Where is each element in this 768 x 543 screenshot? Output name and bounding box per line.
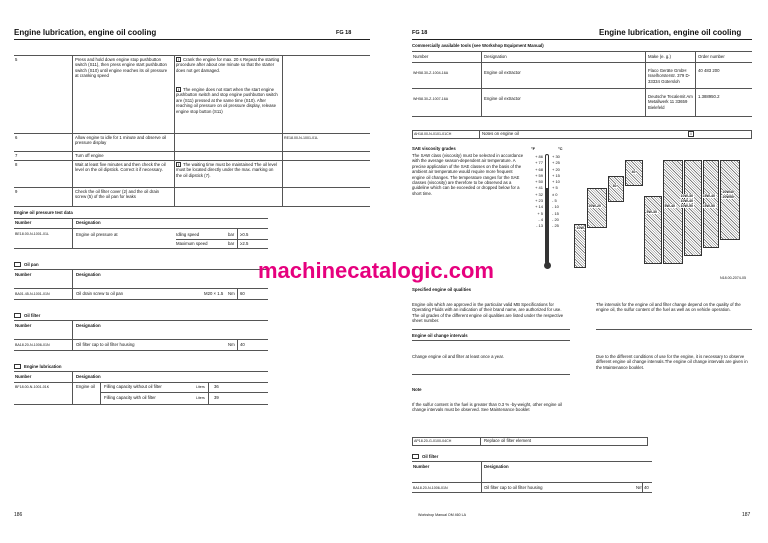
spec-value: ≥0.5 xyxy=(240,232,249,237)
spec-label: Filling capacity with oil filter xyxy=(104,395,156,400)
grade-label: 30 xyxy=(612,184,617,188)
interval-text: Change engine oil and filter at least once a year. xyxy=(412,354,504,359)
grade-label: 40 xyxy=(631,170,636,174)
tool-number: WH58.30-Z-1007-16A xyxy=(413,97,449,101)
page-title: Engine lubrication, engine oil cooling xyxy=(14,28,157,37)
step-note: Crank the engine for max. 20 s Repeat the starting procedure after about one minute so that the starter does not get damaged. xyxy=(176,57,280,73)
spec-number: BA18.20-N-1006-01N xyxy=(413,486,448,490)
tool-number: WH58.30-Z-1004-16A xyxy=(413,71,449,75)
header-rule xyxy=(14,39,370,40)
spec-number: BF18.00-N-1001-01K xyxy=(15,385,50,389)
fahrenheit-tick: + 68 xyxy=(535,166,543,172)
grade-label: 5W-40 xyxy=(664,204,676,208)
fahrenheit-tick: + 59 xyxy=(535,172,543,178)
tool-make: Flaco Geräte GmbH Isselhorsterstr. 379 D-33334 Gütersloh xyxy=(648,68,691,84)
grade-label: 10W-30 xyxy=(680,194,694,198)
grade-bar-20w20 xyxy=(587,188,607,228)
celsius-tick: + 10 xyxy=(552,179,560,185)
column-header: Designation xyxy=(484,54,507,59)
tool-designation: Engine oil extractor xyxy=(484,96,521,101)
fahrenheit-tick: - 4 xyxy=(538,216,543,222)
fahrenheit-tick: - 13 xyxy=(536,223,543,229)
viscosity-text: The SAW class (viscosity) must be selected in accordance with the average season-dependent air temperature. A precise application of the SAE classes on the basis of the ambient air temperature would require more frequent engine oil changes. The temperature ranges for the SAE classes (viscosity) are therefore to be observed as a guideline which can be exceeded or dropped below for a short time. xyxy=(412,153,524,196)
step-text: Press and hold down engine stop pushbutton switch (S11), then press engine start pushbutton switch (S10) until engine reaches its oil pressure at cranking speed xyxy=(75,57,168,79)
spec-value: 60 xyxy=(240,291,245,296)
step-number: 9 xyxy=(15,189,18,194)
reference-code: AH18.00-N-0101-01CH xyxy=(414,132,452,136)
footer-text: Workshop Manual OM 460 LA xyxy=(418,513,467,517)
column-header: Designation xyxy=(484,464,509,469)
info-icon: i xyxy=(178,88,179,92)
celsius-tick: + 15 xyxy=(552,172,560,178)
step-text: Allow engine to idle for 1 minute and observe oil pressure display xyxy=(75,135,167,146)
column-header: Number xyxy=(15,272,32,277)
spec-unit: Nm xyxy=(228,342,235,347)
spec-unit: Liters xyxy=(196,385,205,389)
grade-bar-5w40 xyxy=(663,160,683,264)
grade-label: 15W-50 xyxy=(702,204,716,208)
grade-label: 5W-30 xyxy=(646,210,658,214)
note-text: If the sulfur content in the fuel is greater than 0.3 % -by-weight, other engine oil change intervals must be observed. See Maintenance booklet xyxy=(412,402,563,413)
column-header: Number xyxy=(15,323,32,328)
grade-bar-5w30 xyxy=(644,196,662,264)
qualities-text: Engine oils which are approved in the particular valid MB Specifications for Operating Fluids with an indication of their brand name, are authorized for use. The oil grades of the different engine oil qualities are listed under the respective sheet number. xyxy=(412,302,564,324)
grade-label: 10W-40 xyxy=(680,199,694,203)
grade-bar-10w xyxy=(574,224,586,268)
spec-designation: Engine oil pressure at xyxy=(76,232,118,237)
step-number: 8 xyxy=(15,162,18,167)
grade-label: 20W50 xyxy=(722,195,734,199)
spec-designation: Engine oil xyxy=(76,384,95,389)
model-code: FG 18 xyxy=(336,30,352,36)
step-note: The engine does not start when the start engine pushbutton switch and stop engine pushbutton switch are (S11) pressed at the same time (S10). After reaching oil pressure on oil pressure display, release engine stop button (S11) xyxy=(176,87,278,114)
spec-unit: Nm xyxy=(228,291,235,296)
step-text: Wait at least five minutes and then check the oil level on the oil dipstick. Correct it if necessary. xyxy=(75,162,166,173)
spec-value: 39 xyxy=(214,395,219,400)
step-text: Turn off engine xyxy=(75,153,104,158)
reference-box xyxy=(412,130,752,139)
spec-label: Idling speed xyxy=(176,232,200,237)
note-heading: Note xyxy=(412,387,422,392)
celsius-tick: + 5 xyxy=(552,185,558,191)
section-heading: Oil filter xyxy=(422,454,439,459)
celsius-tick: ± 0 xyxy=(552,191,558,197)
fahrenheit-tick: + 50 xyxy=(535,179,543,185)
spec-label: Filling capacity without oil filter xyxy=(104,384,162,389)
fahrenheit-tick: + 86 xyxy=(535,154,543,159)
model-code: FG 18 xyxy=(412,30,428,36)
step-reference: RE18.00-N-1001-01L xyxy=(284,136,319,140)
fahrenheit-tick: + 41 xyxy=(535,185,543,191)
info-icon: i xyxy=(178,163,179,167)
column-header: Number xyxy=(413,54,429,59)
spec-number: BE18.00-N-1001-01L xyxy=(15,232,49,236)
section-heading: Engine oil pressure test data xyxy=(14,210,73,215)
tool-make: Deutsche Tecalemit Am Metallwerk 11 33659 Bielefeld xyxy=(648,94,693,110)
torque-icon xyxy=(412,454,419,459)
torque-icon xyxy=(14,262,21,267)
spec-label: Maximum speed xyxy=(176,241,208,246)
celsius-tick: - 10 xyxy=(552,204,559,210)
celsius-tick: - 15 xyxy=(552,210,559,216)
page-number: 186 xyxy=(14,512,23,518)
grade-label: 20W-20 xyxy=(588,204,602,208)
spec-size: M20 × 1.5 xyxy=(204,291,224,296)
grade-bar-30 xyxy=(608,176,624,202)
column-header: Designation xyxy=(76,374,101,379)
tool-order-number: 40 483 200 xyxy=(698,68,720,73)
step-number: 7 xyxy=(15,153,18,158)
reference-label: Replace oil filter element xyxy=(484,438,532,443)
info-icon: i xyxy=(688,131,694,137)
step-text: Check the oil filter cover (2) and the oil drain screw (5) of the oil pan for leaks xyxy=(75,189,160,200)
grade-label: 10W-50 xyxy=(680,204,694,208)
interval-text: Due to the different conditions of use for the engine, it is necessary to observe different engine oil change intervals.The engine oil change intervals are given in the Maintenance booklet. xyxy=(596,354,748,370)
fahrenheit-tick: + 14 xyxy=(535,204,543,210)
column-header: Make (e. g.) xyxy=(648,54,671,59)
fahrenheit-label: °F xyxy=(531,146,536,151)
celsius-tick: - 25 xyxy=(552,223,559,229)
celsius-tick: + 25 xyxy=(552,160,560,166)
grade-label: 10W xyxy=(576,226,584,230)
step-number: 5 xyxy=(15,57,18,62)
step-number: 6 xyxy=(15,135,18,140)
spec-unit: Nm xyxy=(636,485,643,490)
page-title: Engine lubrication, engine oil cooling xyxy=(599,28,742,37)
section-heading: SAE viscosity grades xyxy=(412,146,456,151)
spec-unit: bar xyxy=(228,241,235,246)
watermark: machinecatalogic.com xyxy=(258,258,494,283)
column-header: Order number xyxy=(698,54,725,59)
reference-label: Notes on engine oil xyxy=(482,131,519,136)
page-number: 187 xyxy=(742,512,751,518)
spec-value: 40 xyxy=(240,342,245,347)
spec-number: BA18.20-N-1006-01N xyxy=(15,343,50,347)
celsius-tick: + 20 xyxy=(552,166,560,172)
spec-designation: Oil filter cap to oil filter housing xyxy=(76,342,135,347)
header-rule xyxy=(412,39,752,40)
spec-designation: Oil filter cap to oil filter housing xyxy=(484,485,543,490)
grade-bar-20w xyxy=(720,160,740,240)
section-heading: Specified engine oil qualities xyxy=(412,287,471,292)
column-header: Number xyxy=(15,220,32,225)
column-header: Designation xyxy=(76,220,101,225)
column-header: Number xyxy=(413,464,430,469)
grade-label: 20W40 xyxy=(722,190,734,194)
spec-unit: Liters xyxy=(196,396,205,400)
section-heading: Engine oil change intervals xyxy=(412,333,468,338)
column-header: Designation xyxy=(76,272,101,277)
section-heading: Engine lubrication xyxy=(24,364,62,369)
warning-icon: ! xyxy=(177,58,180,62)
step-note: The waiting time must be maintained The oil level must be located directly under the max. marking on the oil dipstick (7). xyxy=(176,162,278,178)
fahrenheit-tick: + 77 xyxy=(535,160,543,166)
column-header: Number xyxy=(15,374,32,379)
spec-designation: Oil drain screw to oil pan xyxy=(76,291,124,296)
fahrenheit-tick: + 5 xyxy=(537,210,543,216)
celsius-label: °C xyxy=(558,146,563,151)
spec-value: ≥2.5 xyxy=(240,241,249,246)
column-header: Designation xyxy=(76,323,101,328)
grade-label: 15W-40 xyxy=(702,194,716,198)
fahrenheit-tick: + 32 xyxy=(535,191,543,197)
section-heading: Oil filter xyxy=(24,313,41,318)
tool-designation: Engine oil extractor xyxy=(484,70,521,75)
section-heading: Commercially available tools (see Workshop Equipment Manual) xyxy=(412,43,544,48)
thermometer-mercury xyxy=(546,188,548,264)
celsius-tick: - 5 xyxy=(552,198,557,204)
section-heading: Oil pan xyxy=(24,262,39,267)
figure-code: N18.00-2074-05 xyxy=(720,276,746,280)
torque-icon xyxy=(14,313,21,318)
intervals-dependence-text: The intervals for the engine oil and filter change depend on the quality of the engine oil, the sulfur content of the fuel as well as on vehicle operation. xyxy=(596,302,741,313)
spec-value: 40 xyxy=(644,485,649,490)
tool-order-number: 1.388950.2 xyxy=(698,94,720,99)
spec-number: BA01.45-N-1001-01N xyxy=(15,292,50,296)
capacity-icon xyxy=(14,364,21,369)
spec-unit: bar xyxy=(228,232,235,237)
fahrenheit-tick: + 23 xyxy=(535,198,543,204)
celsius-tick: - 20 xyxy=(552,216,559,222)
spec-value: 36 xyxy=(214,384,219,389)
reference-code: AP18.20-G-0100-04CH xyxy=(414,439,452,443)
celsius-tick: + 30 xyxy=(552,154,560,159)
grade-bar-10w xyxy=(684,160,702,256)
thermometer-bulb xyxy=(544,262,551,269)
